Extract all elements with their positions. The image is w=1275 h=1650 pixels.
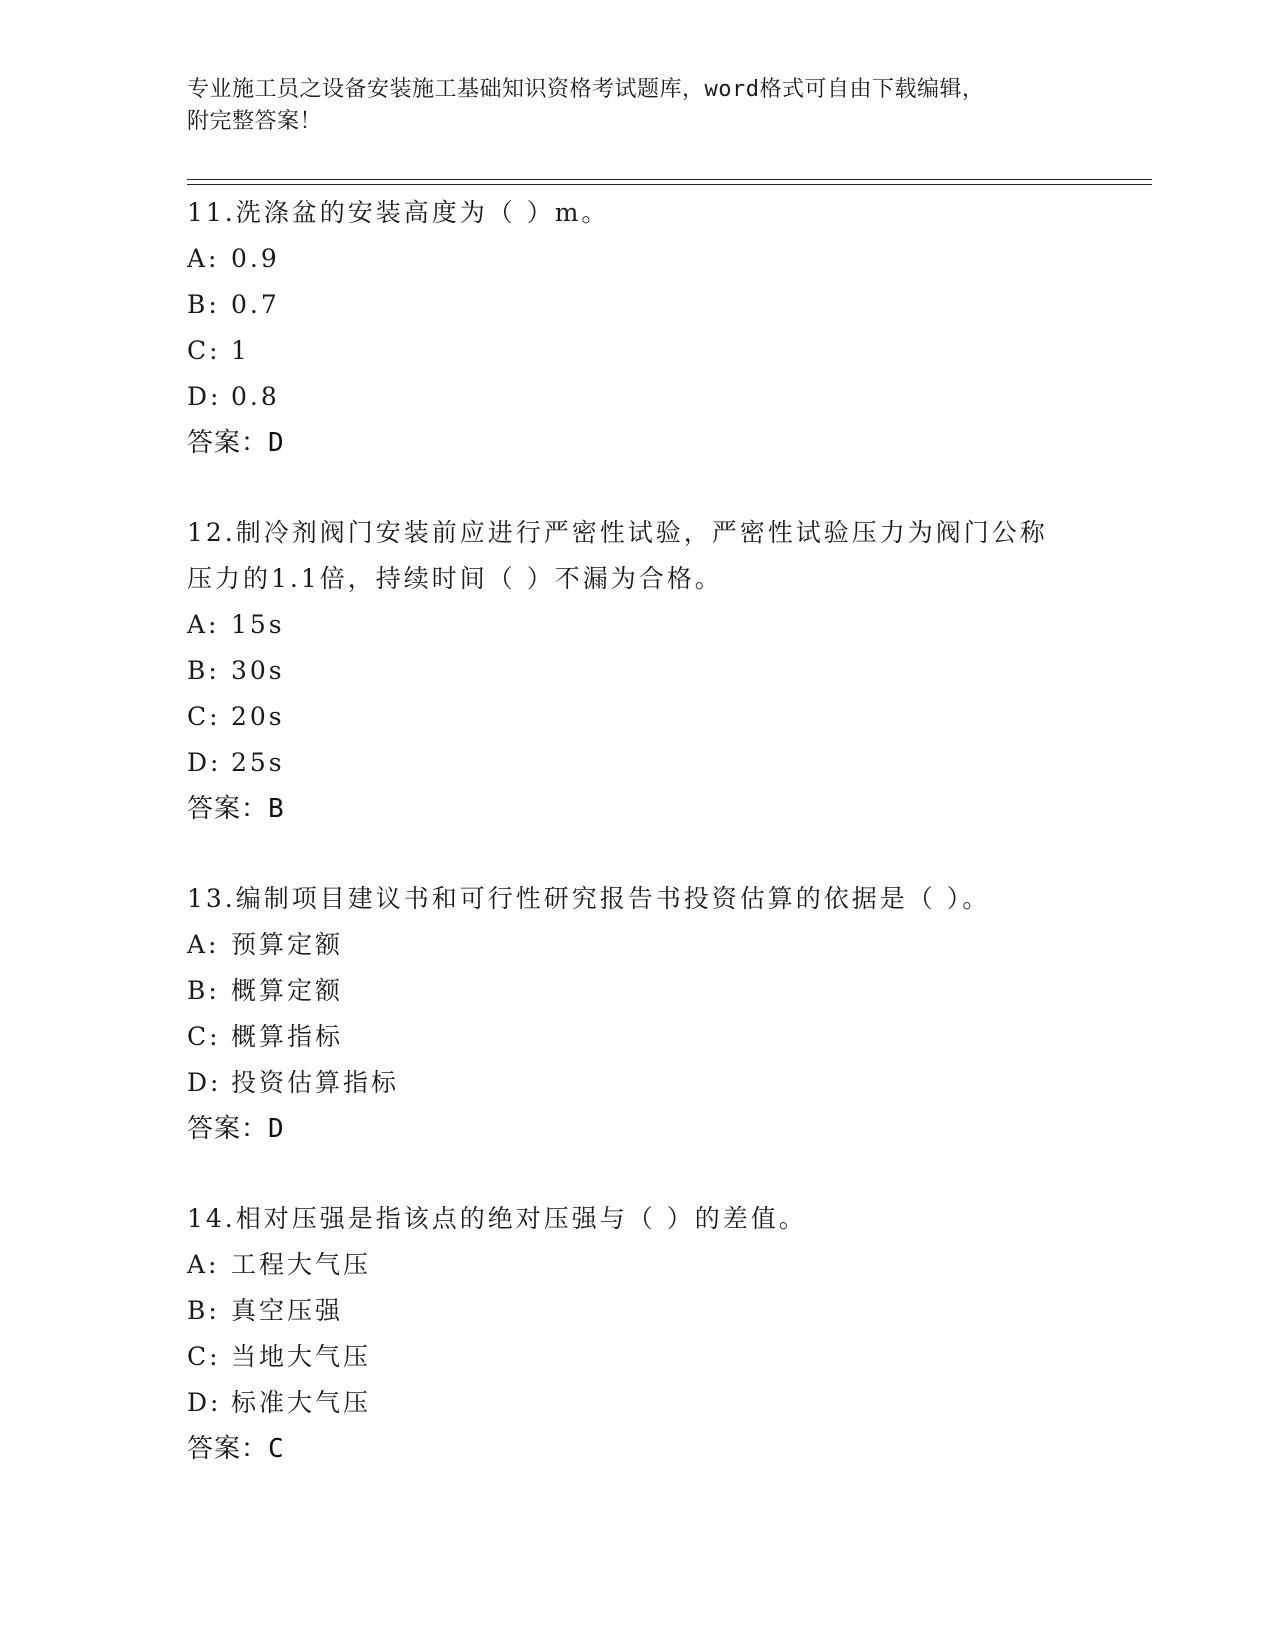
answer-value: C — [268, 1434, 284, 1464]
answer-line — [187, 1106, 1087, 1152]
option-b — [187, 282, 1087, 328]
option-letter: D: — [187, 382, 222, 411]
answer-label: 答案： — [187, 428, 269, 458]
option-text: 1 — [231, 336, 250, 365]
option-letter: C: — [187, 1022, 221, 1051]
option-b — [187, 1288, 1087, 1334]
option-text: 15s — [231, 610, 285, 639]
question-title-line-1: 12.制冷剂阀门安装前应进行严密性试验，严密性试验压力为阀门公称 — [187, 518, 1048, 547]
answer-value: D — [268, 428, 284, 458]
option-letter: B: — [187, 290, 220, 319]
option-letter: A: — [187, 1250, 220, 1279]
question-13 — [187, 876, 1087, 1152]
option-text: 标准大气压 — [231, 1388, 372, 1417]
option-text: 20s — [231, 702, 285, 731]
question-title-line-2: 压力的1.1倍，持续时间（ ）不漏为合格。 — [187, 564, 723, 593]
option-letter: C: — [187, 702, 221, 731]
answer-line — [187, 1426, 1087, 1472]
option-a — [187, 1242, 1087, 1288]
answer-label: 答案： — [187, 1114, 269, 1144]
option-letter: D: — [187, 1388, 222, 1417]
option-a — [187, 236, 1087, 282]
option-letter: C: — [187, 1342, 221, 1371]
option-letter: B: — [187, 1296, 220, 1325]
answer-line — [187, 786, 1087, 832]
spacer — [187, 1152, 1087, 1196]
option-text: 工程大气压 — [231, 1250, 372, 1279]
question-title: 11.洗涤盆的安装高度为（ ）m。 — [187, 198, 610, 227]
answer-label: 答案： — [187, 794, 269, 824]
option-text: 概算指标 — [231, 1022, 344, 1051]
header-divider-top — [187, 179, 1152, 180]
answer-value: B — [268, 794, 284, 824]
document-header — [187, 74, 1067, 138]
option-text: 25s — [231, 748, 285, 777]
option-d — [187, 1380, 1087, 1426]
answer-value: D — [268, 1114, 284, 1144]
option-a — [187, 602, 1087, 648]
option-letter: D: — [187, 1068, 222, 1097]
option-c — [187, 1014, 1087, 1060]
option-letter: A: — [187, 610, 220, 639]
option-text: 30s — [231, 656, 285, 685]
option-letter: B: — [187, 656, 220, 685]
header-line-2: 附完整答案！ — [187, 109, 323, 134]
option-text: 0.8 — [231, 382, 280, 411]
option-text: 概算定额 — [231, 976, 344, 1005]
option-text: 预算定额 — [231, 930, 344, 959]
option-text: 0.7 — [231, 290, 280, 319]
answer-line — [187, 420, 1087, 466]
option-b — [187, 648, 1087, 694]
option-d — [187, 740, 1087, 786]
question-12 — [187, 510, 1087, 832]
header-divider-bottom — [187, 184, 1152, 185]
option-d — [187, 1060, 1087, 1106]
option-text: 真空压强 — [231, 1296, 344, 1325]
question-11 — [187, 190, 1087, 466]
question-title: 14.相对压强是指该点的绝对压强与（ ）的差值。 — [187, 1204, 807, 1233]
option-letter: C: — [187, 336, 221, 365]
option-letter: D: — [187, 748, 222, 777]
option-c — [187, 1334, 1087, 1380]
header-line-1: 专业施工员之设备安装施工基础知识资格考试题库，word格式可自由下载编辑， — [187, 77, 985, 102]
option-text: 当地大气压 — [231, 1342, 372, 1371]
option-letter: A: — [187, 930, 220, 959]
option-d — [187, 374, 1087, 420]
spacer — [187, 466, 1087, 510]
answer-label: 答案： — [187, 1434, 269, 1464]
option-c — [187, 328, 1087, 374]
option-b — [187, 968, 1087, 1014]
option-text: 投资估算指标 — [231, 1068, 400, 1097]
option-letter: B: — [187, 976, 220, 1005]
spacer — [187, 832, 1087, 876]
question-title: 13.编制项目建议书和可行性研究报告书投资估算的依据是（ ）。 — [187, 884, 991, 913]
option-letter: A: — [187, 244, 220, 273]
option-c — [187, 694, 1087, 740]
question-14 — [187, 1196, 1087, 1472]
option-text: 0.9 — [231, 244, 280, 273]
question-list — [187, 190, 1087, 1472]
option-a — [187, 922, 1087, 968]
